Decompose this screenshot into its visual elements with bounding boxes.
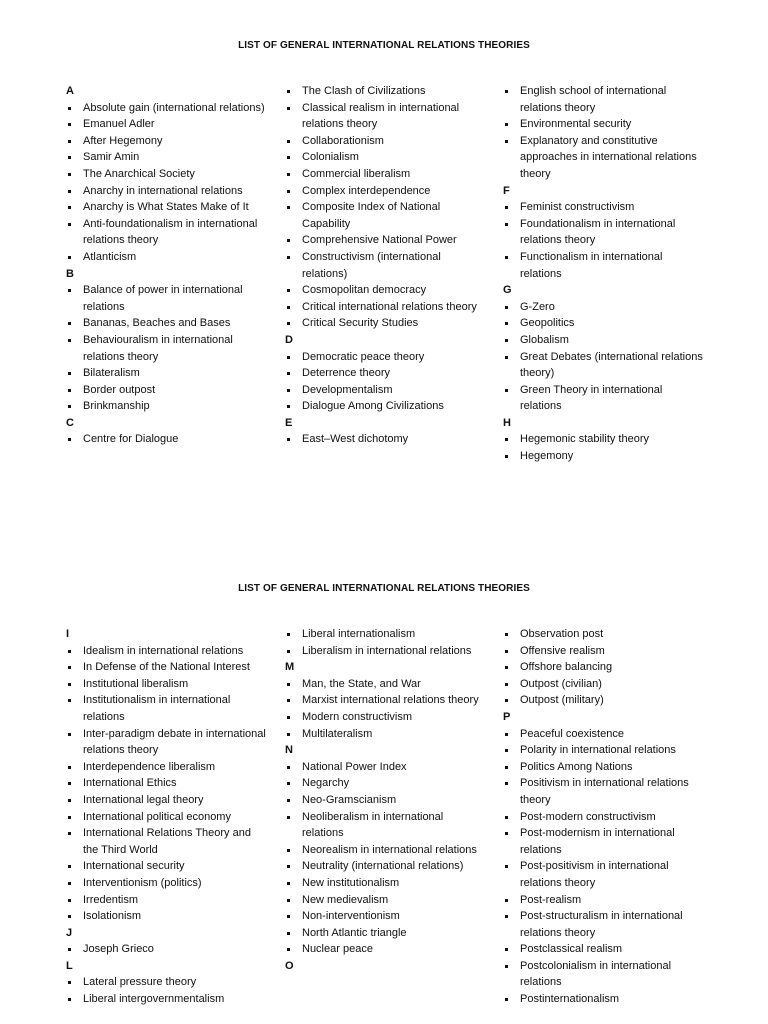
list-item: Liberalism in international relations xyxy=(285,643,485,660)
section-letter-heading: M xyxy=(285,661,295,674)
list-item: Commercial liberalism xyxy=(285,166,485,183)
section-letter-heading: J xyxy=(66,926,73,939)
list-item: Collaborationism xyxy=(285,133,485,150)
list-item: International political economy xyxy=(66,809,266,826)
list-item: International Relations Theory and the Third World xyxy=(66,825,266,858)
list-item: Politics Among Nations xyxy=(503,759,703,776)
list-item: Idealism in international relations xyxy=(66,643,266,660)
list-item: Hegemony xyxy=(503,448,703,465)
list-item: Nuclear peace xyxy=(285,941,485,958)
page-title: LIST OF GENERAL INTERNATIONAL RELATIONS THEORIES xyxy=(238,583,530,594)
list-item: Postclassical realism xyxy=(503,941,703,958)
list-item: Balance of power in international relations xyxy=(66,282,266,315)
section-letter-heading: C xyxy=(66,416,74,429)
section-letter-heading: D xyxy=(285,333,293,346)
list-item: Samir Amin xyxy=(66,149,266,166)
list-item: Postinternationalism xyxy=(503,991,703,1008)
list-item: Colonialism xyxy=(285,149,485,166)
theory-list-column-3 xyxy=(503,626,703,1008)
list-item: National Power Index xyxy=(285,759,485,776)
list-item: Comprehensive National Power xyxy=(285,232,485,249)
section-letter-heading: G xyxy=(503,284,512,297)
section-letter-heading: A xyxy=(66,85,74,97)
list-item: After Hegemony xyxy=(66,133,266,150)
list-item: Post-modernism in international relations xyxy=(503,825,703,858)
list-item: Neorealism in international relations xyxy=(285,842,485,859)
list-item: International security xyxy=(66,858,266,875)
theory-list-column-3 xyxy=(503,83,703,465)
list-item: Bilateralism xyxy=(66,365,266,382)
list-item: Centre for Dialogue xyxy=(66,431,266,448)
list-item: Interdependence liberalism xyxy=(66,759,266,776)
list-item: Lateral pressure theory xyxy=(66,974,266,991)
section-letter-heading: N xyxy=(285,744,293,757)
list-item: Post-structuralism in international relations theory xyxy=(503,908,703,941)
list-item: Hegemonic stability theory xyxy=(503,431,703,448)
list-item: Offshore balancing xyxy=(503,659,703,676)
list-item: Emanuel Adler xyxy=(66,116,266,133)
list-item: Marxist international relations theory xyxy=(285,692,485,709)
list-item: Polarity in international relations xyxy=(503,742,703,759)
list-item: Irredentism xyxy=(66,892,266,909)
list-item: Negarchy xyxy=(285,775,485,792)
list-item: Multilateralism xyxy=(285,726,485,743)
list-item: Environmental security xyxy=(503,116,703,133)
list-item: East–West dichotomy xyxy=(285,431,485,448)
section-letter-heading: O xyxy=(285,959,294,972)
list-item: Anti-foundationalism in international relations theory xyxy=(66,216,266,249)
list-item: Developmentalism xyxy=(285,382,485,399)
list-item: Geopolitics xyxy=(503,315,703,332)
list-item: Green Theory in international relations xyxy=(503,382,703,415)
section-letter-heading: B xyxy=(66,267,74,280)
list-item: Great Debates (international relations theory) xyxy=(503,349,703,382)
list-item: Outpost (civilian) xyxy=(503,676,703,693)
list-item: Inter-paradigm debate in international relations theory xyxy=(66,726,266,759)
page-title: LIST OF GENERAL INTERNATIONAL RELATIONS THEORIES xyxy=(238,40,530,51)
list-item: Interventionism (politics) xyxy=(66,875,266,892)
list-item: English school of international relations theory xyxy=(503,83,703,116)
list-item: Post-positivism in international relations theory xyxy=(503,858,703,891)
list-item: Brinkmanship xyxy=(66,398,266,415)
list-item: International legal theory xyxy=(66,792,266,809)
list-item: Modern constructivism xyxy=(285,709,485,726)
list-item: Bananas, Beaches and Bases xyxy=(66,315,266,332)
list-item: Explanatory and constitutive approaches in international relations theory xyxy=(503,133,703,183)
list-item: Composite Index of National Capability xyxy=(285,199,485,232)
section-letter-heading: I xyxy=(66,628,70,640)
list-item: Institutional liberalism xyxy=(66,676,266,693)
list-item: Postcolonialism in international relations xyxy=(503,958,703,991)
list-item: Institutionalism in international relations xyxy=(66,692,266,725)
list-item: Outpost (military) xyxy=(503,692,703,709)
list-item: Dialogue Among Civilizations xyxy=(285,398,485,415)
list-item: Liberal intergovernmentalism xyxy=(66,991,266,1008)
section-letter-heading: H xyxy=(503,416,511,429)
list-item: Functionalism in international relations xyxy=(503,249,703,282)
theory-list-column-1 xyxy=(66,626,266,1008)
list-item: Joseph Grieco xyxy=(66,941,266,958)
list-item: Absolute gain (international relations) xyxy=(66,100,266,117)
list-item: Anarchy is What States Make of It xyxy=(66,199,266,216)
list-item: Deterrence theory xyxy=(285,365,485,382)
list-item: Isolationism xyxy=(66,908,266,925)
list-item: Democratic peace theory xyxy=(285,349,485,366)
list-item: Classical realism in international relations theory xyxy=(285,100,485,133)
list-item: Post-realism xyxy=(503,892,703,909)
list-item: New institutionalism xyxy=(285,875,485,892)
list-item: Foundationalism in international relations theory xyxy=(503,216,703,249)
section-letter-heading: L xyxy=(66,959,73,972)
list-item: G-Zero xyxy=(503,299,703,316)
list-item: Feminist constructivism xyxy=(503,199,703,216)
list-item: Post-modern constructivism xyxy=(503,809,703,826)
theory-list-column-1 xyxy=(66,83,266,448)
list-item: Man, the State, and War xyxy=(285,676,485,693)
list-item: Border outpost xyxy=(66,382,266,399)
section-letter-heading: E xyxy=(285,416,293,429)
list-item: Neutrality (international relations) xyxy=(285,858,485,875)
section-letter-heading: P xyxy=(503,710,511,723)
theory-list-column-2 xyxy=(285,626,485,974)
list-item: Neo-Gramscianism xyxy=(285,792,485,809)
list-item: Neoliberalism in international relations xyxy=(285,809,485,842)
list-item: Non-interventionism xyxy=(285,908,485,925)
list-item: Constructivism (international relations) xyxy=(285,249,485,282)
theory-list-column-2 xyxy=(285,83,485,448)
list-item: International Ethics xyxy=(66,775,266,792)
list-item: Liberal internationalism xyxy=(285,626,485,643)
list-item: Complex interdependence xyxy=(285,183,485,200)
section-letter-heading: F xyxy=(503,184,510,197)
list-item: Cosmopolitan democracy xyxy=(285,282,485,299)
list-item: Anarchy in international relations xyxy=(66,183,266,200)
list-item: Critical Security Studies xyxy=(285,315,485,332)
list-item: North Atlantic triangle xyxy=(285,925,485,942)
list-item: New medievalism xyxy=(285,892,485,909)
list-item: Peaceful coexistence xyxy=(503,726,703,743)
list-item: Critical international relations theory xyxy=(285,299,485,316)
list-item: Offensive realism xyxy=(503,643,703,660)
list-item: Observation post xyxy=(503,626,703,643)
list-item: Atlanticism xyxy=(66,249,266,266)
list-item: Behaviouralism in international relations theory xyxy=(66,332,266,365)
list-item: Positivism in international relations theory xyxy=(503,775,703,808)
list-item: The Anarchical Society xyxy=(66,166,266,183)
list-item: The Clash of Civilizations xyxy=(285,83,485,100)
list-item: In Defense of the National Interest xyxy=(66,659,266,676)
list-item: Globalism xyxy=(503,332,703,349)
